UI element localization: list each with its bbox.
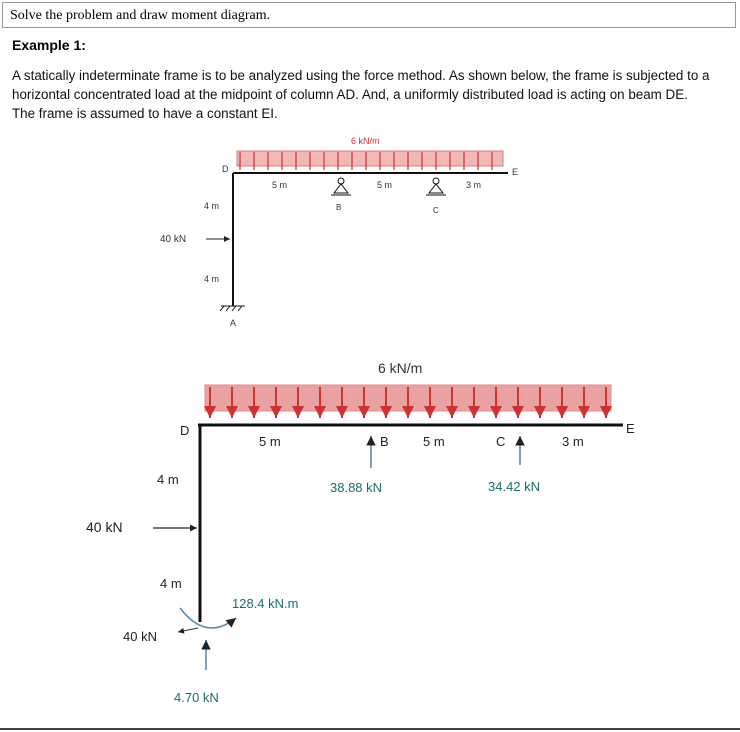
span-CE-label: 3 m — [466, 180, 482, 190]
moment-A-arrow — [180, 608, 236, 628]
moment-A-label: 128.4 kN.m — [232, 596, 299, 611]
col-lower-label-2: 4 m — [160, 576, 182, 591]
reaction-A-v-label: 4.70 kN — [174, 690, 219, 705]
load-40kn-label-2: 40 kN — [86, 519, 123, 535]
span-CE-label-2: 3 m — [562, 434, 584, 449]
reaction-A-h-label: 40 kN — [123, 629, 157, 644]
reaction-C-label: 34.42 kN — [488, 479, 541, 494]
node-B-label: B — [336, 203, 342, 212]
node-E-label: E — [512, 167, 519, 177]
problem-paragraph: A statically indeterminate frame is to be analyzed using the force method. As shown below, the frame is subjected to a horizontal concentrated load at the midpoint of column AD. And, a uniformly distributed load is acting on beam DE. The frame is assumed to have a constant EI. — [12, 68, 710, 121]
col-lower-label: 4 m — [204, 274, 220, 284]
node-E-label-2: E — [626, 421, 635, 436]
span-BC-label: 5 m — [377, 180, 393, 190]
example-title: Example 1: — [12, 37, 86, 53]
bottom-rule — [0, 728, 740, 730]
col-upper-label: 4 m — [204, 201, 220, 211]
reaction-B-label: 38.88 kN — [330, 480, 383, 495]
span-DB-label-2: 5 m — [259, 434, 281, 449]
span-DB-label: 5 m — [272, 180, 288, 190]
udl-label: 6 kN/m — [351, 136, 380, 146]
load-40kn-label: 40 kN — [160, 234, 187, 245]
node-A-label: A — [230, 318, 237, 328]
figure-1 — [160, 136, 518, 328]
col-upper-label-2: 4 m — [157, 472, 179, 487]
node-C-label: C — [433, 206, 439, 215]
question-text: Solve the problem and draw moment diagram. — [10, 8, 271, 23]
reaction-A-h-arrow — [178, 628, 198, 632]
fixed-support-A — [220, 306, 245, 311]
figure-2 — [86, 360, 635, 705]
udl-band — [237, 151, 503, 166]
udl-label-2: 6 kN/m — [378, 360, 423, 376]
node-D-label: D — [222, 164, 229, 174]
node-D-label-2: D — [180, 423, 190, 438]
node-C-label-2: C — [496, 434, 506, 449]
pin-support-B — [331, 178, 351, 195]
pin-support-C — [426, 178, 446, 195]
node-B-label-2: B — [380, 434, 389, 449]
span-BC-label-2: 5 m — [423, 434, 445, 449]
